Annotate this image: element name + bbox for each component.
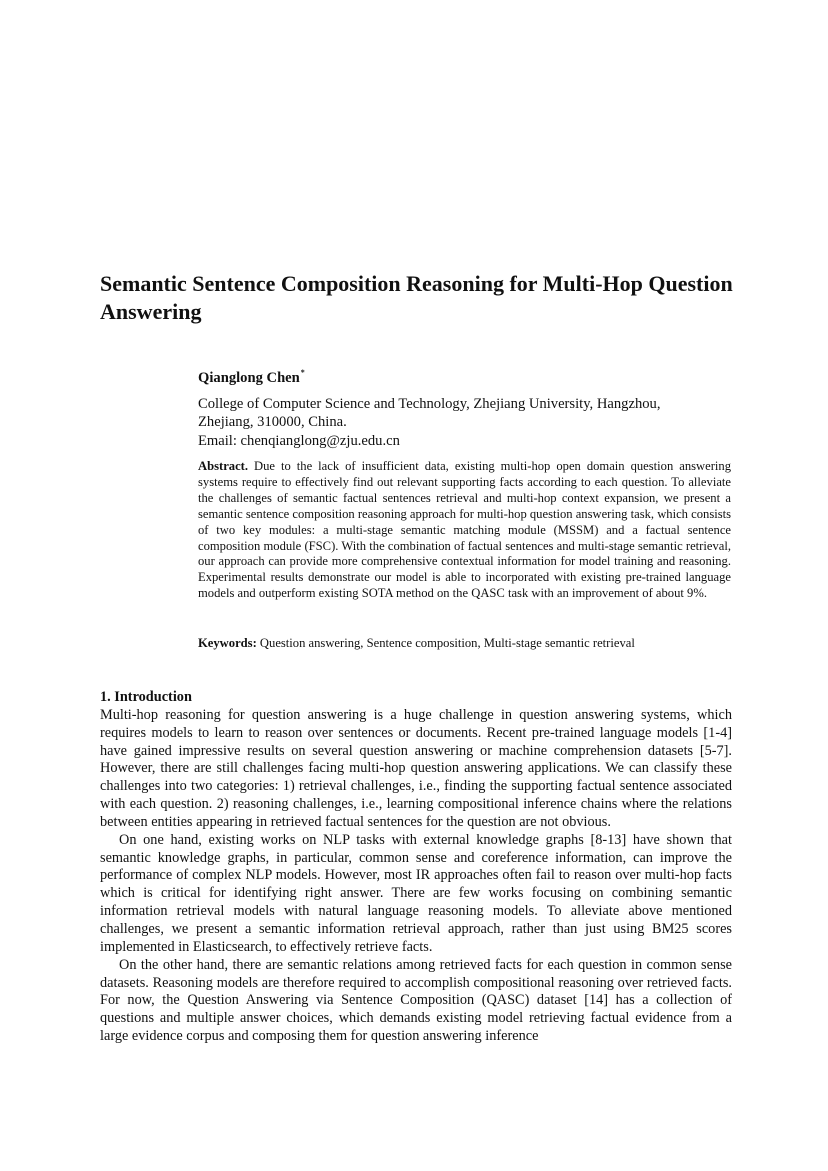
author-address: Zhejiang, 310000, China. (198, 414, 347, 430)
section-heading: 1. Introduction (100, 689, 192, 705)
intro-paragraph-3: On the other hand, there are semantic relations among retrieved facts for each question in common sense datasets. Reasoning models are therefore required to accomplish compositional reasoning over retrieved facts. For now, the Question Answering via Sentence Composition (QASC) dataset [14] has a collection of questions and multiple answer choices, which demands existing model retrieving factual evidence from a large evidence corpus and composing them for question answering inference (100, 956, 732, 1045)
intro-paragraph-2: On one hand, existing works on NLP tasks with external knowledge graphs [8-13] have shown that semantic knowledge graphs, in particular, common sense and coreference information, can improve the performance of complex NLP models. However, most IR approaches often fail to reason over multi-hop facts which is critical for identifying right answer. There are few works focusing on combining semantic information retrieval models with natural language reasoning models. To alleviate above mentioned challenges, we present a semantic information retrieval approach, rather than just using BM25 scores implemented in Elasticsearch, to effectively retrieve facts. (100, 831, 732, 955)
introduction-section (100, 689, 732, 1046)
keywords-label: Keywords: (198, 636, 257, 650)
keywords (198, 635, 738, 651)
author-name (198, 364, 738, 388)
author-block (198, 364, 738, 450)
abstract (198, 459, 731, 602)
intro-paragraph-1: Multi-hop reasoning for question answering is a huge challenge in question answering systems, which requires models to learn to reason over sentences or documents. Recent pre-trained language models [1-4] have gained impressive results on several question answering or machine comprehension datasets [5-7]. However, there are still challenges facing multi-hop question answering applications. We can classify these challenges into two categories: 1) retrieval challenges, i.e., finding the supporting factual sentence associated with each question. 2) reasoning challenges, i.e., learning compositional inference chains where the relations between entities appearing in retrieved factual sentences for the question are not obvious. (100, 706, 732, 830)
abstract-text: Due to the lack of insufficient data, existing multi-hop open domain question answering systems require to effectively find out relevant supporting facts according to each question. To alleviate the challenges of semantic factual sentences retrieval and multi-hop context expansion, we present a semantic sentence composition reasoning approach for multi-hop question answering task, which consists of two key modules: a multi-stage semantic matching module (MSSM) and a factual sentence composition module (FSC). With the combination of factual sentences and multi-stage semantic retrieval, our approach can provide more comprehensive contextual information for model training and reasoning. Experimental results demonstrate our model is able to incorporated with existing pre-trained language models and outperform existing SOTA method on the QASC task with an improvement of about 9%. (198, 459, 732, 601)
author-footnote-mark: * (300, 368, 305, 377)
abstract-label: Abstract. (198, 459, 249, 473)
author-name-text: Qianglong Chen (198, 370, 300, 386)
author-affiliation: College of Computer Science and Technology, Zhejiang University, Hangzhou, (198, 395, 661, 412)
paper-title: Semantic Sentence Composition Reasoning for Multi-Hop Question Answering (100, 271, 733, 324)
author-email: Email: chenqianglong@zju.edu.cn (198, 432, 400, 449)
keywords-text: Question answering, Sentence composition, Multi-stage semantic retrieval (259, 636, 635, 650)
